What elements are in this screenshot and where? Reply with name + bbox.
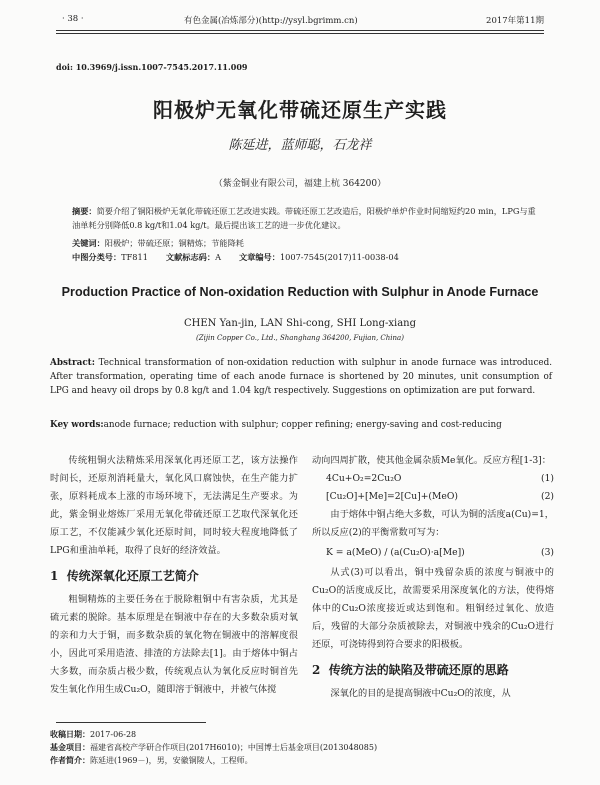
doi: doi: 10.3969/j.issn.1007-7545.2017.11.009 (56, 62, 248, 72)
title-en: Production Practice of Non-oxidation Reduction with Sulphur in Anode Furnace (61, 285, 539, 299)
affiliation-cn: （紫金铜业有限公司，福建上杭 364200） (213, 179, 387, 189)
right-paragraph-1: 动向四周扩散，使其他金属杂质Me氧化。反应方程[1-3]： (312, 455, 551, 466)
section-2-title: 传统方法的缺陷及带硫还原的思路 (328, 663, 509, 677)
issue-label: 2017年第11期 (486, 16, 544, 26)
section-2-number: 2 (312, 663, 321, 677)
clc-code: 中图分类号：TF811 (72, 252, 148, 262)
equation-3-number: (3) (540, 547, 554, 558)
equation-1-number: (1) (540, 473, 554, 484)
right-column (312, 452, 554, 703)
intro-paragraph: 传统粗铜火法精炼采用深氧化再还原工艺，该方法操作时间长，还原剂消耗量大，氧化风口腐蚀快，在生产能力扩张，原料耗成本上涨的市场环境下，无法满足生产要求。为此，紫金铜业熔炼厂采用无氧化带硫还原工艺取代深氧化还原工艺，不仅能减少氧化还原时间，同时较大程度地降低了LPG和重油单耗，取得了良好的经济效益。 (50, 455, 298, 556)
classification-line (72, 250, 538, 264)
abstract-cn-label: 摘要： (72, 206, 97, 216)
fund-info: 基金项目：福建省高校产学研合作项目(2017H6010)；中国博士后基金项目(2013048085) (50, 742, 378, 752)
right-paragraph-2: 由于熔体中铜占绝大多数，可认为铜的活度a(Cu)=1，所以反应(2)的平衡常数可写为： (312, 509, 554, 538)
keywords-en (50, 418, 552, 432)
running-header (56, 14, 544, 28)
equation-3 (312, 544, 554, 562)
equation-1-body: 4Cu+O₂=2Cu₂O (326, 473, 402, 484)
page-number: · 38 · (62, 14, 84, 24)
section-1-heading (50, 567, 298, 585)
affiliation-en: (Zijin Copper Co., Ltd., Shanghang 364200, Fujian, China) (196, 334, 404, 342)
doc-code: 文献标志码：A (165, 252, 221, 262)
journal-name: 有色金属(冶炼部分)(http://ysyl.bgrimm.cn) (184, 16, 358, 26)
abstract-cn-text: 简要介绍了铜阳极炉无氧化带硫还原工艺改进实践。带硫还原工艺改造后，阳极炉单炉作业时间缩短约20 min，LPG与重油单耗分别降低0.8 kg/t和1.04 kg/t。最后提出该工艺的进一步优化建议。 (72, 206, 536, 230)
header-rule-top (56, 30, 544, 31)
right-paragraph-3: 从式(3)可以看出，铜中残留杂质的浓度与铜液中的Cu₂O的活度成反比，故需要采用深度氧化的方法，使得熔体中的Cu₂O浓度接近或达到饱和。粗铜经过氧化、放造后，残留的大部分杂质被除去，对铜液中残余的Cu₂O进行还原，可浇铸得到符合要求的阳极板。 (312, 567, 554, 650)
abstract-en (50, 356, 552, 398)
equation-3-body: K = a(MeO) / (a(Cu₂O)·a[Me]) (326, 547, 465, 558)
article-number: 文章编号：1007-7545(2017)11-0038-04 (238, 252, 399, 262)
authors-cn: 陈延进，蓝师聪，石龙祥 (228, 138, 372, 153)
authors-en: CHEN Yan-jin, LAN Shi-cong, SHI Long-xiang (183, 318, 416, 329)
section-1-title: 传统深氧化还原工艺简介 (66, 569, 199, 583)
section-1-number: 1 (50, 569, 59, 583)
keywords-en-text: anode furnace; reduction with sulphur; copper refining; energy-saving and cost-reducing (103, 420, 502, 430)
footnote-rule (56, 722, 206, 723)
abstract-en-label: Abstract: (50, 358, 95, 368)
author-info: 作者简介：陈延进(1969－)，男，安徽铜陵人，工程师。 (50, 755, 253, 765)
keywords-cn-text: 阳极炉；带硫还原；铜精炼；节能降耗 (104, 238, 244, 248)
equation-1 (312, 470, 554, 488)
keywords-cn (72, 236, 538, 250)
equation-2 (312, 488, 554, 506)
received-date: 收稿日期：2017-06-28 (50, 729, 137, 739)
left-column (50, 452, 298, 699)
equation-2-number: (2) (540, 491, 554, 502)
section-1-paragraph: 粗铜精炼的主要任务在于脱除粗铜中有害杂质，尤其是硫元素的脱除。基本原理是在铜液中存在的大多数杂质对氧的亲和力大于铜，而多数杂质的氧化物在铜液中的溶解度很小，因此可采用造渣、排渣的方法除去[1]。由于熔体中铜占大多数，而杂质占极少数，传统观点认为氧化反应时铜首先发生氧化作用生成Cu₂O，随即溶于铜液中，并被气体搅 (50, 594, 298, 695)
section-2-paragraph: 深氧化的目的是提高铜液中Cu₂O的浓度，从 (330, 688, 511, 699)
keywords-en-label: Key words: (50, 420, 104, 430)
section-2-heading (312, 661, 554, 679)
footnotes (50, 728, 552, 767)
abstract-cn (72, 204, 538, 232)
keywords-cn-label: 关键词： (72, 238, 105, 248)
title-cn: 阳极炉无氧化带硫还原生产实践 (153, 98, 447, 122)
abstract-en-text: Technical transformation of non-oxidation reduction with sulphur in anode furnace was introduced. After transformation, operating time of each anode furnace is shortened by 20 minutes, unit consumption of LPG and heavy oil drops by 0.8 kg/t and 1.04 kg/t respectively. Suggestions on optimization are put forward. (50, 358, 553, 396)
header-rule-bottom (56, 33, 544, 34)
equation-2-body: [Cu₂O]+[Me]=2[Cu]+(MeO) (326, 491, 458, 502)
